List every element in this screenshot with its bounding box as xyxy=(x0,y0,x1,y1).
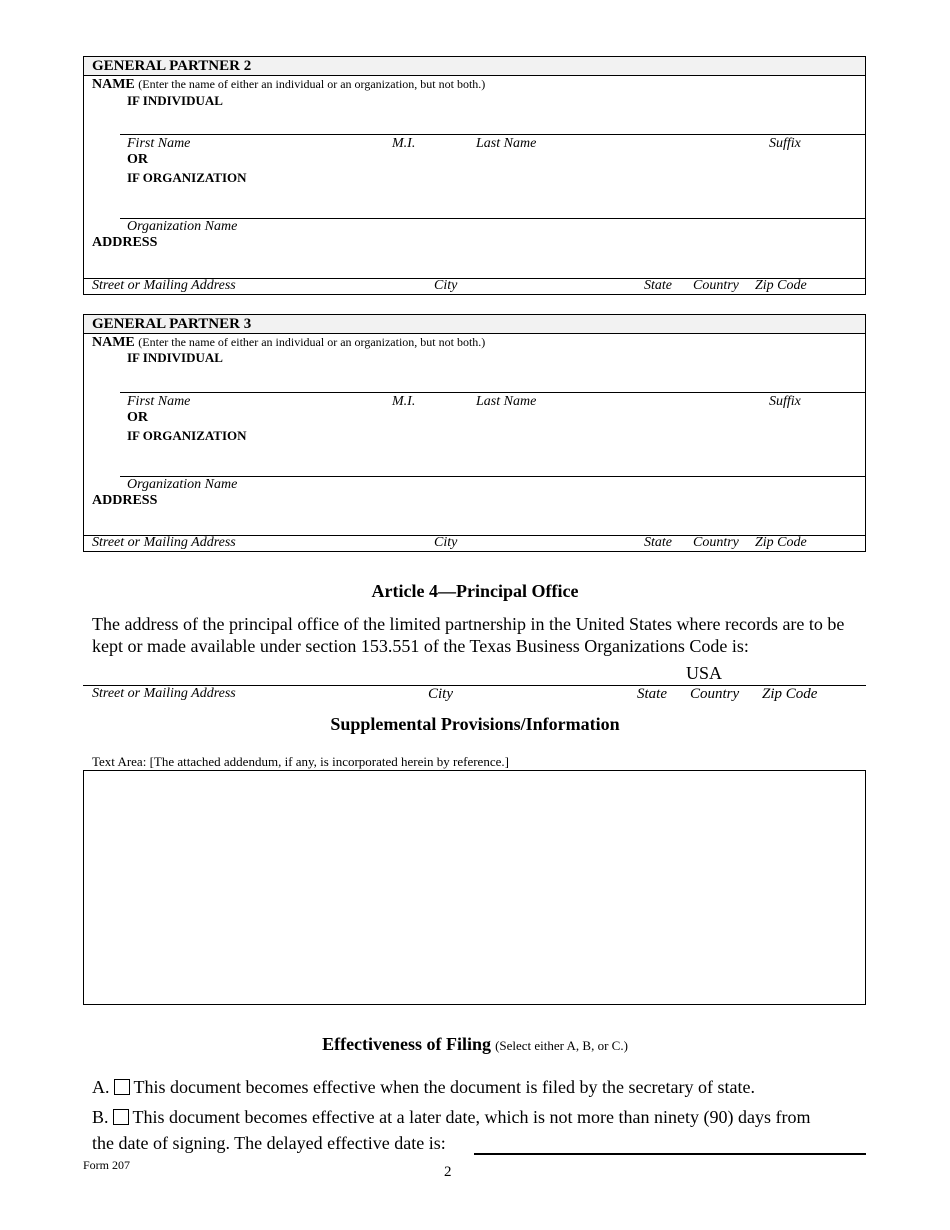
last-name-label: Last Name xyxy=(476,136,537,151)
if-individual-label: IF INDIVIDUAL xyxy=(127,93,223,108)
country-value[interactable]: USA xyxy=(686,663,723,683)
section-heading: GENERAL PARTNER 2 xyxy=(84,57,865,76)
text-area-label: Text Area: [The attached addendum, if any, is incorporated herein by reference.] xyxy=(92,754,509,769)
name-label: NAME (Enter the name of either an individual or an organization, but not both.) xyxy=(92,77,486,92)
city-label: City xyxy=(434,278,458,293)
name-label: NAME (Enter the name of either an individual or an organization, but not both.) xyxy=(92,335,486,350)
zip-label: Zip Code xyxy=(762,686,818,702)
street-label: Street or Mailing Address xyxy=(92,535,236,550)
country-label: Country xyxy=(693,535,739,550)
page-number: 2 xyxy=(444,1164,452,1180)
street-label: Street or Mailing Address xyxy=(92,686,236,701)
supplemental-text-area[interactable] xyxy=(83,770,866,1005)
country-label: Country xyxy=(693,278,739,293)
mi-label: M.I. xyxy=(392,136,416,151)
effectiveness-title: Effectiveness of Filing xyxy=(322,1034,492,1054)
organization-name-label: Organization Name xyxy=(127,477,238,492)
if-organization-label: IF ORGANIZATION xyxy=(127,428,247,443)
mi-label: M.I. xyxy=(392,394,416,409)
section-heading: GENERAL PARTNER 3 xyxy=(84,315,865,334)
address-label: ADDRESS xyxy=(92,235,158,250)
option-b-checkbox[interactable] xyxy=(113,1109,129,1125)
option-b xyxy=(92,1106,810,1128)
article-4-text: The address of the principal office of the limited partnership in the United States where records are to be kept or made available under section 153.551 of the Texas Business Organizations Code is: xyxy=(92,614,845,656)
city-label: City xyxy=(434,535,458,550)
state-label: State xyxy=(637,686,667,702)
option-a-checkbox[interactable] xyxy=(114,1079,130,1095)
general-partner-3-section xyxy=(83,314,866,552)
delayed-date-field[interactable] xyxy=(474,1153,866,1155)
zip-label: Zip Code xyxy=(755,278,807,293)
effectiveness-note: (Select either A, B, or C.) xyxy=(495,1038,628,1053)
individual-name-field[interactable] xyxy=(120,392,865,393)
option-b-text: This document becomes effective at a later date, which is not more than ninety (90) days from xyxy=(132,1107,811,1127)
last-name-label: Last Name xyxy=(476,394,537,409)
effectiveness-heading xyxy=(0,1034,950,1055)
option-a-letter: A. xyxy=(92,1077,110,1097)
country-label: Country xyxy=(690,686,740,702)
or-label: OR xyxy=(127,152,148,167)
street-label: Street or Mailing Address xyxy=(92,278,236,293)
state-label: State xyxy=(644,535,672,550)
option-b-line2: the date of signing. The delayed effective date is: xyxy=(92,1133,446,1153)
supplemental-heading: Supplemental Provisions/Information xyxy=(330,714,620,734)
address-label: ADDRESS xyxy=(92,493,158,508)
organization-name-label: Organization Name xyxy=(127,219,238,234)
form-number: Form 207 xyxy=(83,1158,131,1172)
city-label: City xyxy=(428,686,453,702)
option-a xyxy=(92,1076,755,1098)
option-a-text: This document becomes effective when the document is filed by the secretary of state. xyxy=(133,1077,755,1097)
zip-label: Zip Code xyxy=(755,535,807,550)
first-name-label: First Name xyxy=(127,394,191,409)
individual-name-field[interactable] xyxy=(120,134,865,135)
first-name-label: First Name xyxy=(127,136,191,151)
suffix-label: Suffix xyxy=(769,394,801,409)
article-4-heading: Article 4—Principal Office xyxy=(371,581,579,601)
general-partner-2-section xyxy=(83,56,866,295)
state-label: State xyxy=(644,278,672,293)
if-organization-label: IF ORGANIZATION xyxy=(127,170,247,185)
if-individual-label: IF INDIVIDUAL xyxy=(127,350,223,365)
option-b-letter: B. xyxy=(92,1107,109,1127)
or-label: OR xyxy=(127,410,148,425)
suffix-label: Suffix xyxy=(769,136,801,151)
